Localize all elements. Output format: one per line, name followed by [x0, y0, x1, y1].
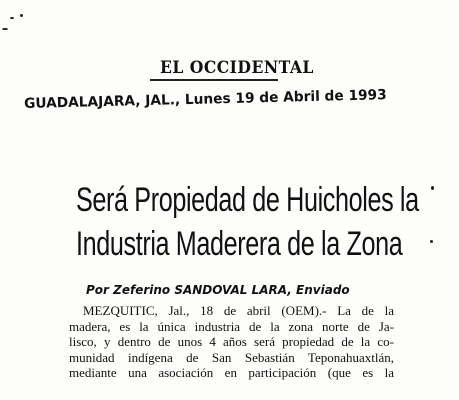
body-line: madera, es la única industria de la zona norte de Ja-	[69, 318, 394, 334]
headline-line: Industria Maderera de la Zona	[76, 225, 403, 263]
article-headline	[76, 178, 419, 266]
body-line: mediante una asociación en participación (que es la	[69, 365, 394, 380]
scan-speck	[2, 28, 8, 30]
body-line: MEZQUITIC, Jal., 18 de abril (OEM).- La de la	[83, 303, 394, 318]
headline-line: Será Propiedad de Huicholes la	[76, 181, 419, 219]
newspaper-masthead: EL OCCIDENTAL	[160, 58, 314, 78]
scan-speck	[10, 17, 14, 19]
scan-speck	[20, 14, 23, 17]
dateline: GUADALAJARA, JAL., Lunes 19 de Abril de 1993	[24, 87, 387, 112]
body-line: munidad indígena de San Sebastián Teponahuaxtlán,	[69, 349, 394, 365]
article-byline: Por Zeferino SANDOVAL LARA, Enviado	[86, 283, 350, 297]
article-body	[69, 303, 394, 381]
scan-speck	[430, 240, 433, 243]
body-line: lisco, y dentro de unos 4 años será propiedad de la co-	[69, 334, 394, 349]
masthead-underline	[150, 79, 278, 81]
scan-speck	[431, 186, 434, 190]
